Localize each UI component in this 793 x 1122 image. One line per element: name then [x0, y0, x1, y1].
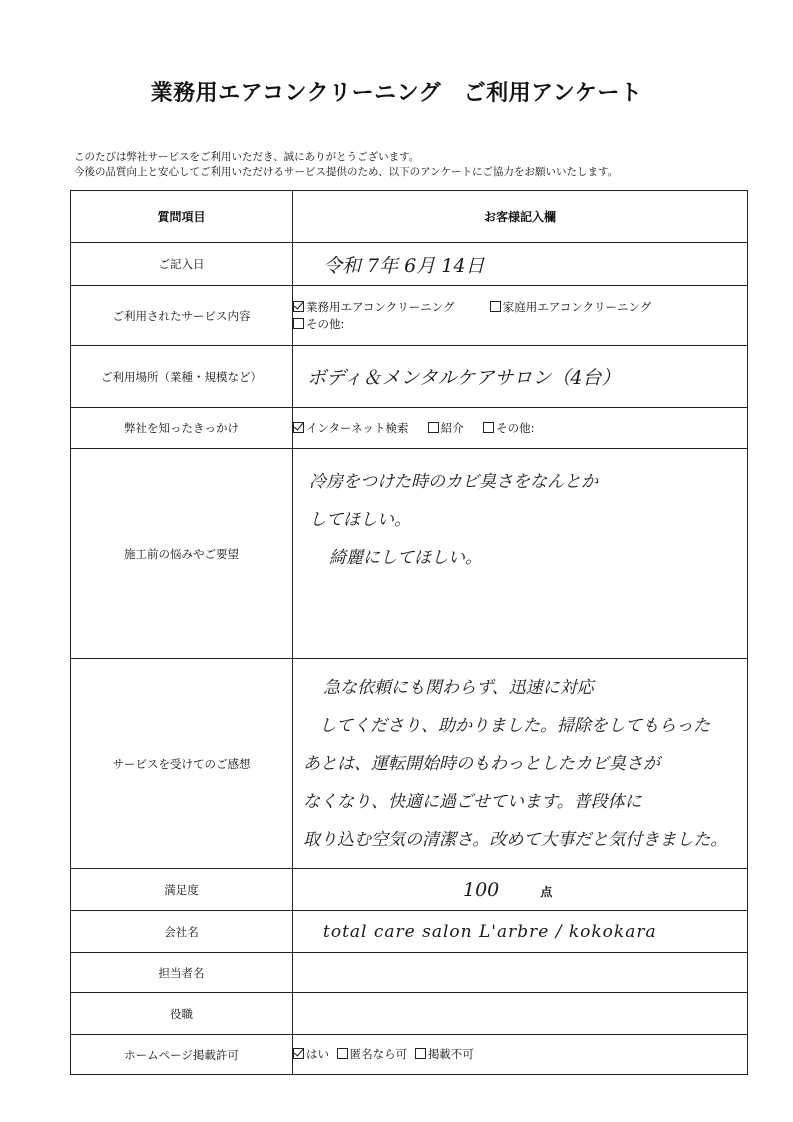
service-label: ご利用されたサービス内容 — [71, 286, 293, 346]
place-value: ボディ＆メンタルケアサロン（4台） — [307, 367, 621, 389]
row-company — [71, 911, 748, 953]
service-opt1-checkbox[interactable] — [293, 301, 304, 312]
date-value: 令和 7年 6月 14日 — [323, 254, 485, 277]
service-opt2-label: 家庭用エアコンクリーニング — [502, 299, 652, 314]
intro-line-1: このたびは弊社サービスをご利用いただき、誠にありがとうございます。 — [74, 151, 420, 163]
row-satisfaction — [71, 869, 748, 911]
source-opt2-checkbox[interactable] — [428, 422, 439, 433]
row-date — [71, 243, 748, 286]
date-label: ご記入日 — [71, 243, 293, 286]
service-opt2-checkbox[interactable] — [490, 301, 501, 312]
row-concern — [71, 449, 748, 659]
survey-table — [70, 190, 748, 1075]
publish-options — [293, 1035, 748, 1075]
intro-text — [74, 150, 618, 180]
publish-opt3-label: 掲載不可 — [427, 1047, 474, 1061]
service-opt3-label: その他: — [306, 316, 345, 331]
row-publish — [71, 1035, 748, 1075]
publish-opt2-label: 匿名なら可 — [349, 1047, 408, 1061]
source-opt3-checkbox[interactable] — [483, 422, 494, 433]
publish-label: ホームページ掲載許可 — [71, 1035, 293, 1075]
impression-field[interactable] — [293, 659, 748, 869]
source-opt1-checkbox[interactable] — [293, 422, 304, 433]
source-opt3-label: その他: — [496, 420, 535, 435]
company-field[interactable] — [293, 911, 748, 953]
impression-line-4: なくなり、快適に過ごせています。普段体に — [303, 792, 642, 812]
satisfaction-field[interactable] — [293, 869, 748, 911]
impression-line-1: 急な依頼にも関わらず、迅速に対応 — [323, 678, 594, 698]
position-field[interactable] — [293, 993, 748, 1035]
row-position — [71, 993, 748, 1035]
concern-field[interactable] — [293, 449, 748, 659]
intro-line-2: 今後の品質向上と安心してご利用いただけるサービス提供のため、以下のアンケートにご協力をお願いいたします。 — [74, 166, 619, 178]
source-opt1-label: インターネット検索 — [306, 420, 409, 435]
impression-label: サービスを受けてのご感想 — [71, 659, 293, 869]
source-opt2-label: 紹介 — [440, 420, 464, 435]
service-options — [293, 286, 748, 346]
source-label: 弊社を知ったきっかけ — [71, 408, 293, 449]
company-label: 会社名 — [71, 911, 293, 953]
service-opt1-label: 業務用エアコンクリーニング — [306, 299, 455, 314]
date-field[interactable] — [293, 243, 748, 286]
row-service — [71, 286, 748, 346]
service-opt3-checkbox[interactable] — [293, 318, 304, 329]
publish-opt2-checkbox[interactable] — [337, 1048, 348, 1059]
satisfaction-value: 100 — [463, 878, 500, 901]
person-field[interactable] — [293, 953, 748, 993]
impression-line-5: 取り込む空気の清潔さ。改めて大事だと気付きました。 — [303, 830, 728, 850]
concern-line-3: 綺麗にしてほしい。 — [329, 548, 482, 568]
satisfaction-label: 満足度 — [71, 869, 293, 911]
concern-line-2: してほしい。 — [309, 510, 411, 530]
publish-opt1-label: はい — [306, 1047, 329, 1061]
row-place — [71, 346, 748, 408]
page-title: 業務用エアコンクリーニング ご利用アンケート — [150, 81, 643, 106]
row-person — [71, 953, 748, 993]
satisfaction-unit: 点 — [540, 884, 553, 899]
company-value: total care salon L'arbre / kokokara — [323, 921, 657, 942]
impression-line-2: してくださり、助かりました。掃除をしてもらった — [319, 716, 710, 736]
place-field[interactable] — [293, 346, 748, 408]
publish-opt3-checkbox[interactable] — [415, 1048, 426, 1059]
person-label: 担当者名 — [71, 953, 293, 993]
publish-opt1-checkbox[interactable] — [293, 1048, 304, 1059]
table-header-row — [71, 191, 748, 243]
place-label: ご利用場所（業種・規模など） — [71, 346, 293, 408]
row-impression — [71, 659, 748, 869]
source-options — [293, 408, 748, 449]
impression-line-3: あとは、運転開始時のもわっとしたカビ臭さが — [303, 754, 660, 774]
concern-line-1: 冷房をつけた時のカビ臭さをなんとか — [309, 472, 598, 492]
question-header: 質問項目 — [71, 191, 293, 243]
row-source — [71, 408, 748, 449]
answer-header: お客様記入欄 — [293, 191, 748, 243]
concern-label: 施工前の悩みやご要望 — [71, 449, 293, 659]
position-label: 役職 — [71, 993, 293, 1035]
